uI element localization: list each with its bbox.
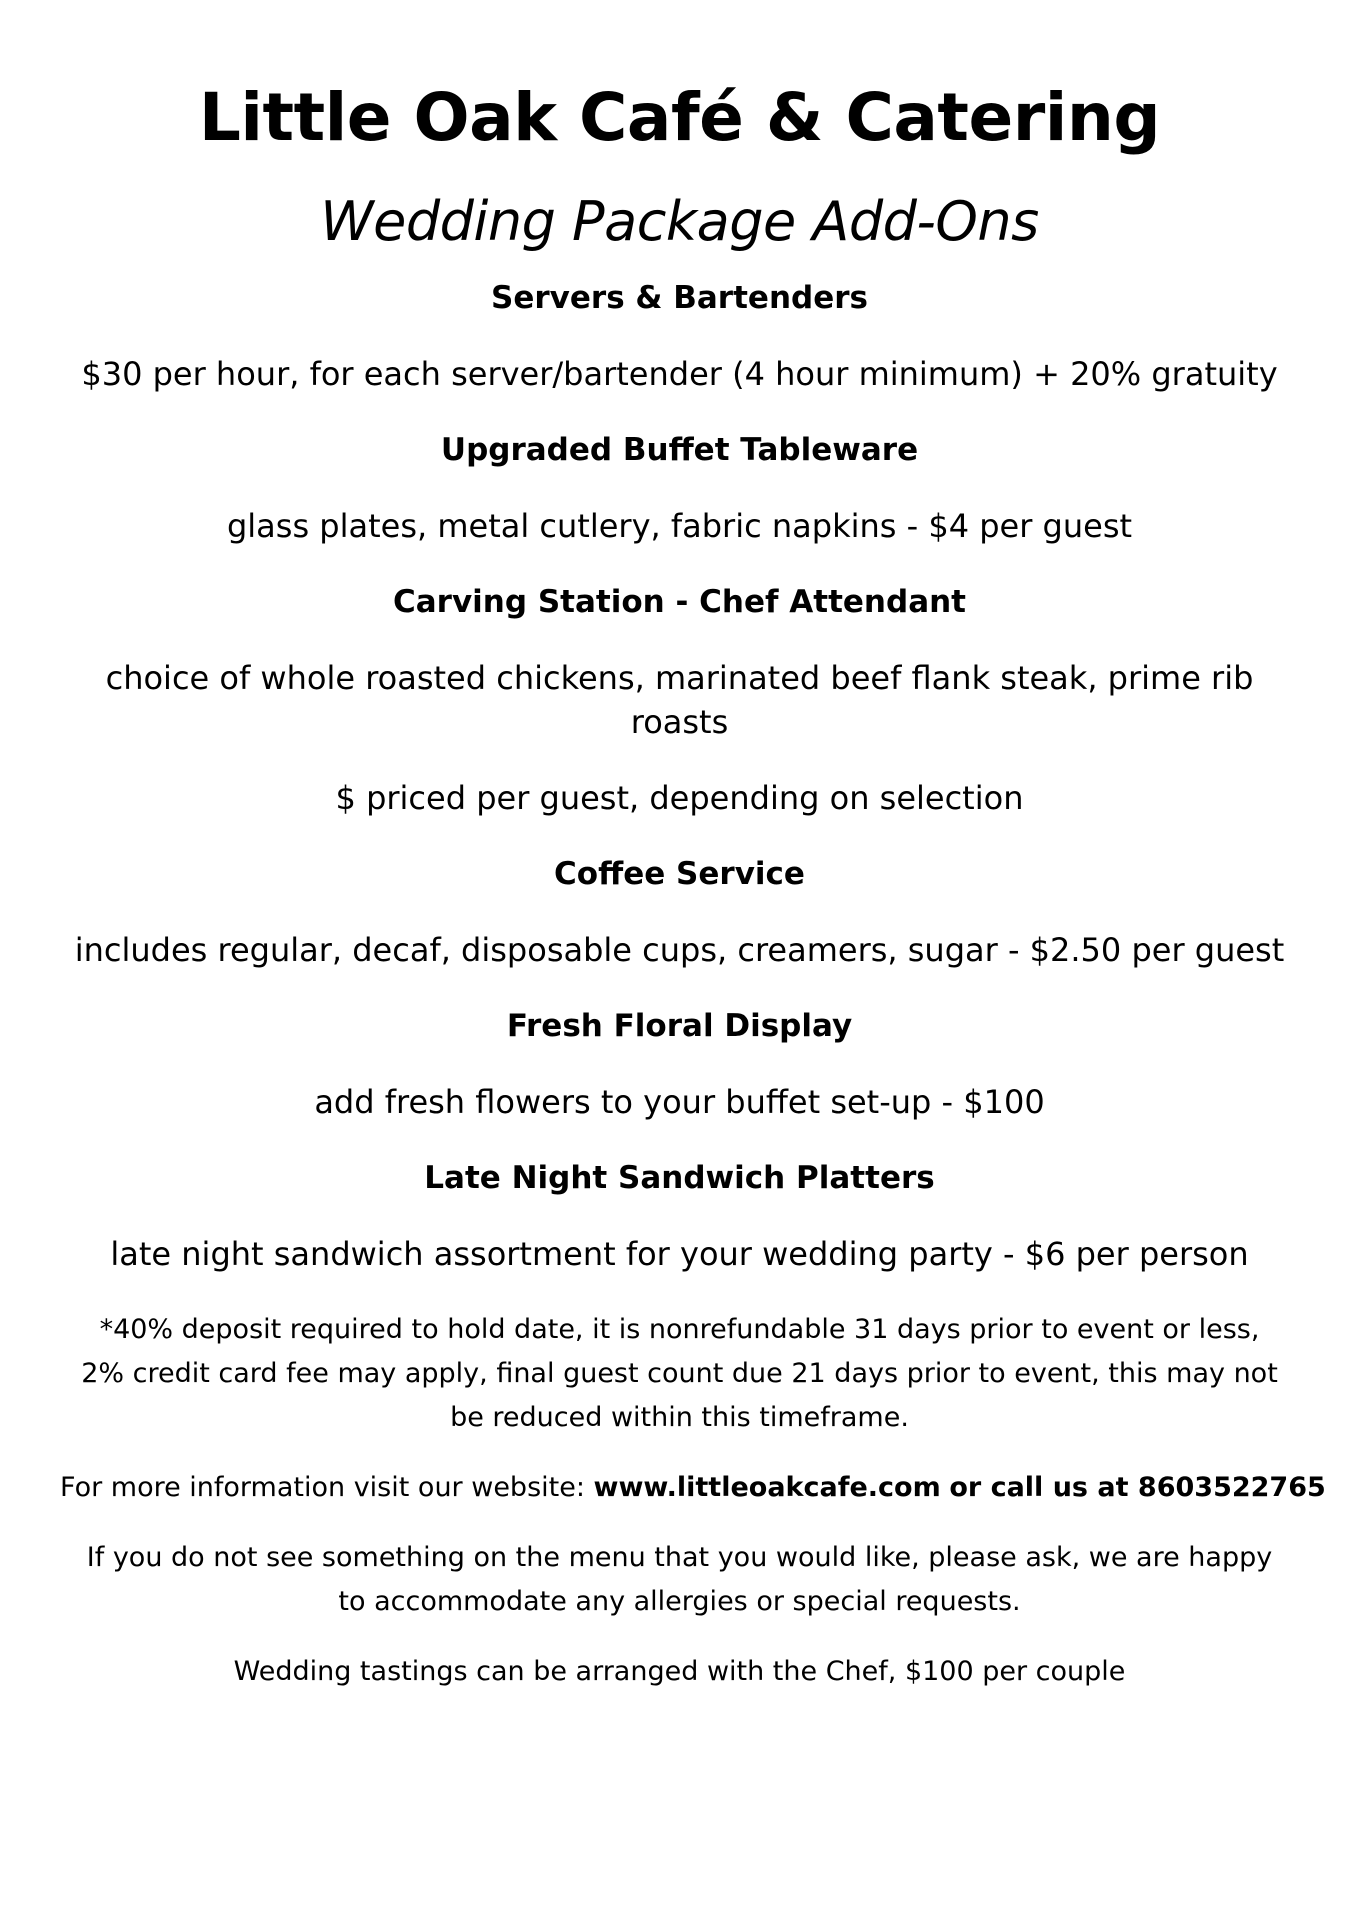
- document-subtitle: Wedding Package Add-Ons: [320, 190, 1039, 253]
- phone-number: or call us at 8603522765: [949, 1472, 1326, 1503]
- contact-prefix: For more information visit our website:: [60, 1472, 594, 1503]
- section-description: late night sandwich assortment for your wedding party - $6 per person: [110, 1235, 1249, 1273]
- section-late-night-sandwich-platters: [60, 1156, 1299, 1276]
- section-description: includes regular, decaf, disposable cups, creamers, sugar - $2.50 per guest: [74, 931, 1285, 969]
- section-carving-station: [60, 580, 1299, 820]
- section-description: add fresh flowers to your buffet set-up - $100: [314, 1083, 1045, 1121]
- section-heading: Late Night Sandwich Platters: [424, 1160, 935, 1196]
- section-description: $30 per hour, for each server/bartender (4 hour minimum) + 20% gratuity: [81, 355, 1278, 393]
- section-heading: Coffee Service: [554, 856, 805, 892]
- section-coffee-service: [60, 852, 1299, 972]
- section-description: choice of whole roasted chickens, marinated beef flank steak, prime rib roasts: [105, 659, 1254, 741]
- section-description: glass plates, metal cutlery, fabric napkins - $4 per guest: [226, 507, 1133, 545]
- deposit-policy-note: *40% deposit required to hold date, it is nonrefundable 31 days prior to event or less, 2% credit card fee may apply, final guest count due 21 days prior to event, this may not be reduced within this timeframe.: [81, 1314, 1278, 1433]
- special-requests-note: If you do not see something on the menu that you would like, please ask, we are happy to accommodate any allergies or special requests.: [86, 1542, 1273, 1617]
- tastings-note: Wedding tastings can be arranged with the Chef, $100 per couple: [233, 1656, 1126, 1687]
- section-heading: Carving Station - Chef Attendant: [392, 584, 966, 620]
- section-heading: Fresh Floral Display: [506, 1008, 853, 1044]
- section-pricing-note: $ priced per guest, depending on selection: [335, 779, 1024, 817]
- contact-info: [60, 1466, 1326, 1510]
- document-title: Little Oak Café & Catering: [198, 79, 1161, 156]
- section-servers-bartenders: [60, 276, 1299, 396]
- section-heading: Servers & Bartenders: [491, 280, 868, 316]
- section-upgraded-buffet-tableware: [60, 428, 1299, 548]
- section-heading: Upgraded Buffet Tableware: [440, 432, 919, 468]
- website-link[interactable]: www.littleoakcafe.com: [593, 1472, 941, 1503]
- section-fresh-floral-display: [60, 1004, 1299, 1124]
